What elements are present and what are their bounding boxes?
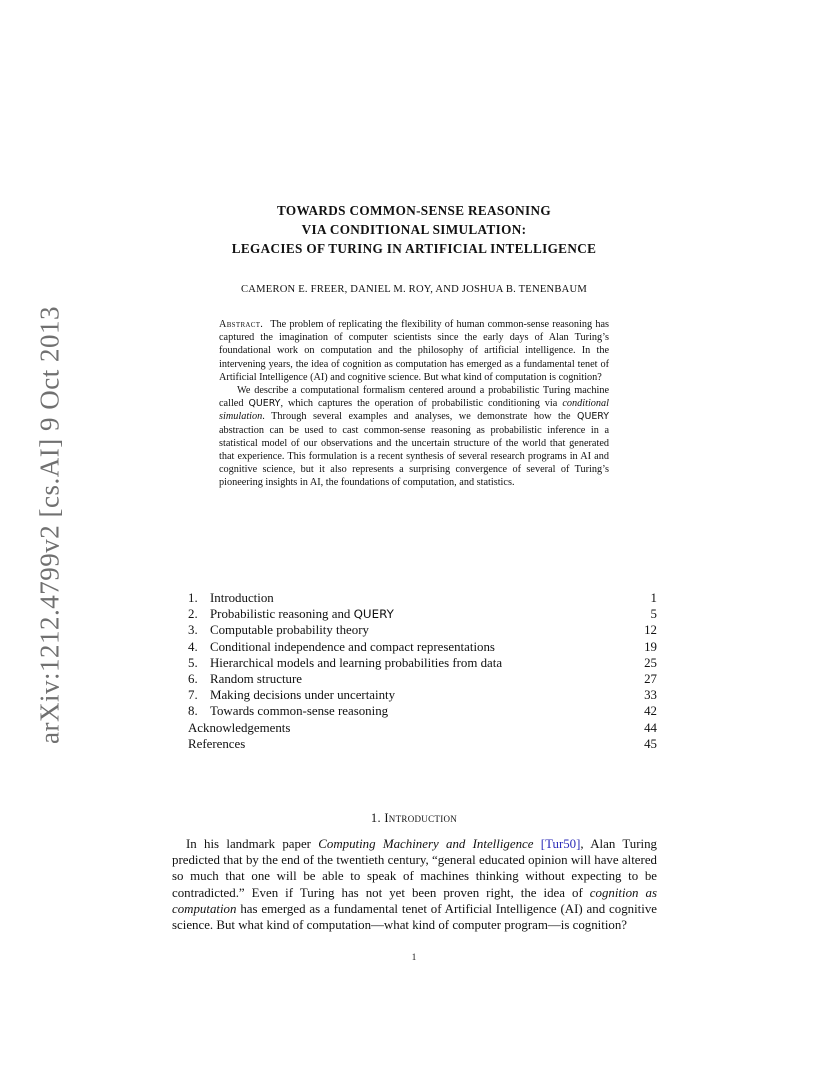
- section-title: Introduction: [384, 811, 458, 825]
- toc-title: References: [188, 736, 246, 751]
- abstract: [219, 318, 609, 490]
- toc-number: 5.: [188, 655, 198, 670]
- toc-page: 25: [644, 655, 657, 670]
- toc-title-query: QUERY: [353, 607, 394, 622]
- citation-link[interactable]: [Tur50]: [540, 837, 581, 851]
- toc-number: 8.: [188, 704, 198, 719]
- toc-entry[interactable]: [188, 655, 657, 671]
- toc-page: 33: [644, 688, 657, 703]
- abstract-text: We describe a computational formalism centered around a probabilistic Turing machine called: [219, 385, 609, 410]
- toc-entry[interactable]: [188, 606, 657, 622]
- abstract-label: Abstract.: [219, 319, 264, 330]
- toc-title: Making decisions under uncertainty: [210, 688, 396, 703]
- toc-title: Computable probability theory: [210, 623, 369, 638]
- toc-entry[interactable]: [188, 622, 657, 638]
- intro-text: In his landmark paper: [186, 837, 311, 851]
- toc-entry[interactable]: [188, 720, 657, 736]
- query-term: QUERY: [577, 411, 610, 423]
- toc-entry[interactable]: [188, 736, 657, 752]
- toc-page: 42: [644, 704, 657, 719]
- title-line: LEGACIES OF TURING IN ARTIFICIAL INTELLIGENCE: [231, 241, 597, 256]
- toc-number: 7.: [188, 688, 198, 703]
- toc-number: 4.: [188, 639, 198, 654]
- abstract-emphasis: conditional simulation: [219, 398, 610, 423]
- paper-title: [170, 201, 658, 258]
- toc-title: Acknowledgements: [188, 720, 291, 735]
- introduction-paragraph: [172, 836, 657, 933]
- toc-entry[interactable]: [188, 590, 657, 606]
- toc-page: 45: [644, 736, 657, 751]
- toc-page: 5: [650, 607, 657, 622]
- toc-title: Random structure: [210, 671, 303, 686]
- title-line: TOWARDS COMMON-SENSE REASONING: [276, 203, 552, 218]
- abstract-text: abstraction can be used to cast common-sense reasoning as probabilistic inference in a statistical model of our observations and the uncertain structure of the world that generated that experience. This formulation is a recent synthesis of several research programs in AI and cognitive science, but it also represents a surprising convergence of several of Turing’s pioneering insights in AI, the foundations of computation, and statistics.: [219, 424, 609, 489]
- intro-text: has emerged as a fundamental tenet of Artificial Intelligence (AI) and cognitive science. But what kind of computation—what kind of computer program—is cognition?: [172, 901, 657, 933]
- toc-number: 3.: [188, 623, 198, 638]
- intro-emphasis: Computing Machinery and Intelligence: [318, 837, 534, 851]
- toc-entry[interactable]: [188, 639, 657, 655]
- abstract-paragraph-1: [219, 318, 609, 384]
- toc-page: 12: [644, 623, 657, 638]
- author-list: CAMERON E. FREER, DANIEL M. ROY, AND JOSHUA B. TENENBAUM: [241, 284, 587, 295]
- toc-number: 2.: [188, 607, 198, 622]
- intro-text: , Alan Turing predicted that by the end of the twentieth century, “general educated opinion will have altered so much that one will be able to speak of machines thinking without expecting to be contradicted.” Even if Turing has not yet been proven right, the idea of: [172, 837, 657, 900]
- section-heading: [170, 811, 658, 826]
- toc-title: Introduction: [210, 591, 274, 605]
- abstract-text: , which captures the operation of probabilistic conditioning via: [280, 398, 558, 410]
- toc-entry[interactable]: [188, 687, 657, 703]
- abstract-text: . Through several examples and analyses, we demonstrate how the: [262, 411, 571, 423]
- query-term: QUERY: [248, 398, 281, 410]
- table-of-contents: [188, 590, 657, 752]
- toc-title: Towards common-sense reasoning: [210, 704, 389, 719]
- toc-title: Probabilistic reasoning and: [210, 607, 351, 622]
- arxiv-identifier-stamp: arXiv:1212.4799v2 [cs.AI] 9 Oct 2013: [34, 306, 65, 744]
- abstract-text: The problem of replicating the flexibility of human common-sense reasoning has captured the imagination of computer scientists since the early days of Alan Turing’s foundational work on computation and the philosophy of artificial intelligence. In the intervening years, the idea of cognition as computation has emerged as a fundamental tenet of Artificial Intelligence (AI) and cognitive science. But what kind of computation is cognition?: [219, 319, 609, 383]
- toc-number: 6.: [188, 671, 198, 686]
- page-number: 1: [411, 952, 417, 962]
- toc-page: 27: [644, 671, 657, 686]
- toc-entry[interactable]: [188, 671, 657, 687]
- toc-title: Conditional independence and compact representations: [210, 639, 495, 654]
- title-line: VIA CONDITIONAL SIMULATION:: [301, 222, 527, 237]
- toc-page: 19: [644, 639, 657, 654]
- toc-entry[interactable]: [188, 703, 657, 719]
- toc-number: 1.: [188, 591, 198, 605]
- toc-page: 44: [644, 720, 657, 735]
- intro-emphasis: cognition as computation: [172, 885, 657, 916]
- section-number: 1.: [370, 811, 381, 825]
- toc-title: Hierarchical models and learning probabilities from data: [210, 655, 503, 670]
- abstract-paragraph-2: [219, 384, 609, 490]
- toc-page: 1: [650, 591, 657, 605]
